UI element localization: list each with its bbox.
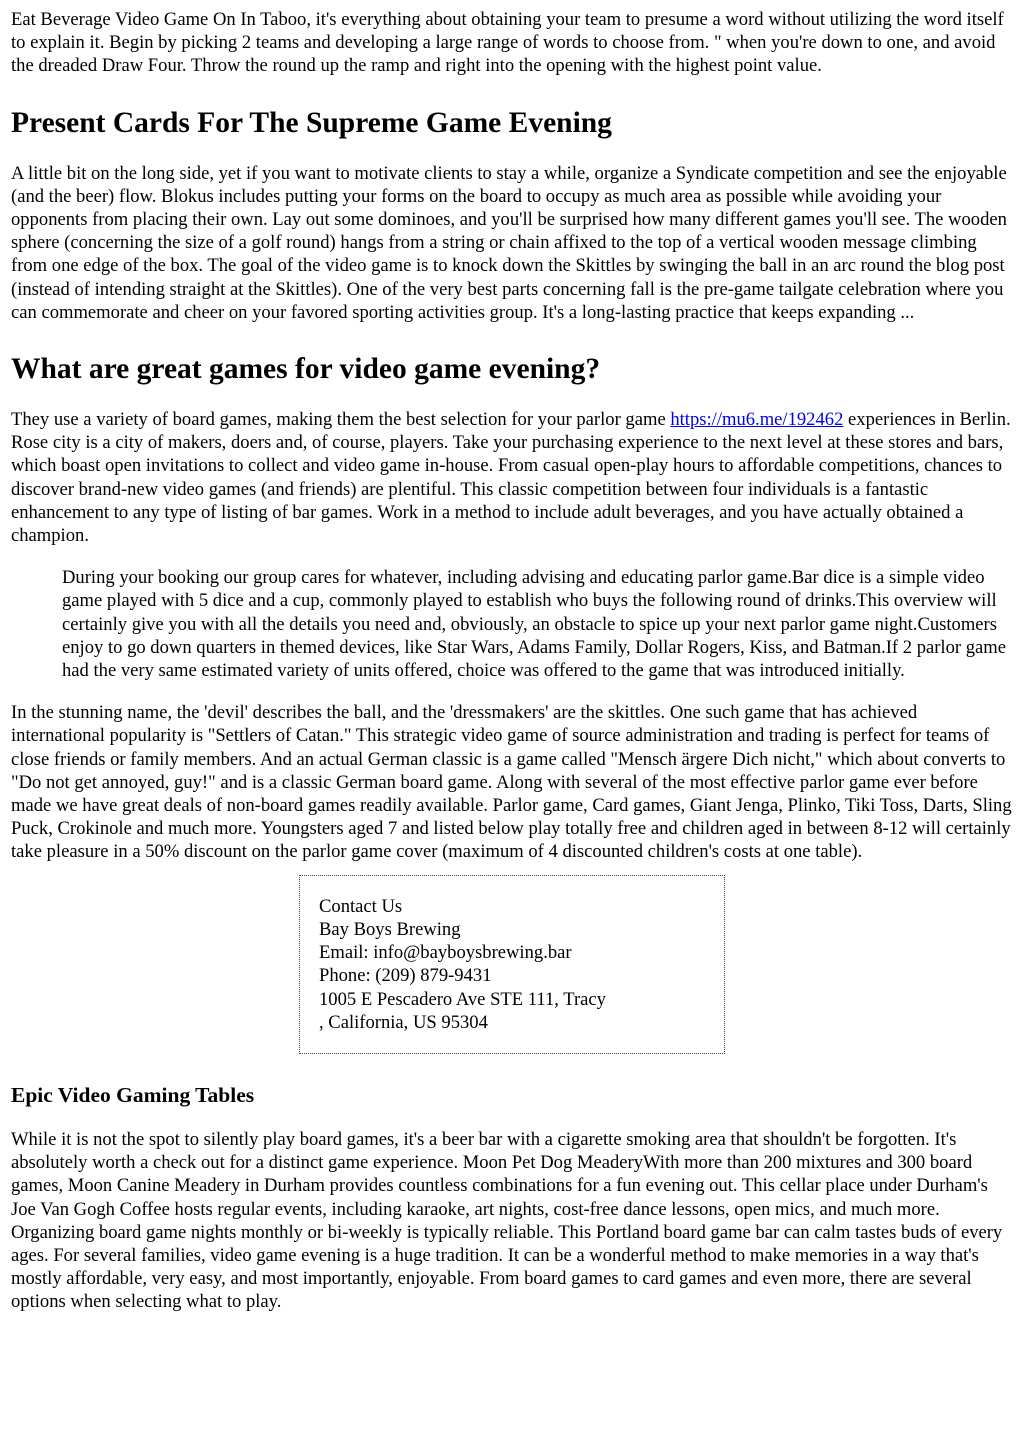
contact-title: Contact Us [319,895,403,917]
section3-paragraph: While it is not the spot to silently play board games, it's a beer bar with a cigarette smoking area that shouldn't be forgotten. It's absolutely worth a check out for a distinct game experience. Moon Pet Dog MeaderyWith more than 200 mixtures and 300 board games, Moon Canine Meadery in Durham provides countless combinations for a fun evening out. This cellar place under Durham's Joe Van Gogh Coffee hosts regular events, including karaoke, art nights, cost-free dance lessons, open mics, and much more. Organizing board game nights monthly or bi-weekly is typically reliable. This Portland board game bar can calm tastes buds of every ages. For several families, video game evening is a huge tradition. It can be a wonderful method to make memories in a way that's mostly affordable, very easy, and most importantly, enjoyable. From board games to card games and even more, there are several options when selecting what to play. [11,1128,1003,1313]
section-heading-epic-tables: Epic Video Gaming Tables [11,1082,255,1107]
contact-phone: Phone: (209) 879-9431 [319,965,492,987]
blockquote: During your booking our group cares for whatever, including advising and educating parlor game.Bar dice is a simple video game played with 5 dice and a cup, commonly played to establish who buys the following round of drinks.This overview will certainly give you with all the details you need and, obviously, an obstacle to spice up your next parlor game night.Customers enjoy to go down quarters in themed devices, like Star Wars, Adams Family, Dollar Rogers, Kiss, and Batman.If 2 parlor game had the very same estimated variety of units offered, choice was offered to the game that was introduced initially. [62,567,1007,682]
section-heading-present-cards: Present Cards For The Supreme Game Evening [11,106,612,139]
section2-paragraph [11,408,1013,547]
contact-email: Email: info@bayboysbrewing.bar [319,942,572,964]
contact-name: Bay Boys Brewing [319,918,461,940]
section1-paragraph: A little bit on the long side, yet if you want to motivate clients to stay a while, organize a Syndicate competition and see the enjoyable (and the beer) flow. Blokus includes putting your forms on the board to occupy as much area as possible while avoiding your opponents from placing their own. Lay out some dominoes, and you'll be surprised how many different games you'll see. The wooden sphere (concerning the size of a golf round) hangs from a string or chain affixed to the top of a vertical wooden message climbing from one edge of the box. The goal of the video game is to knock down the Skittles by swinging the ball in an arc round the blog post (instead of intending straight at the Skittles). One of the very best parts concerning fall is the pre-game tailgate celebration where you can commemorate and cheer on your favored sporting activities group. It's a long-lasting practice that keeps expanding ... [11,162,1007,323]
section-heading-great-games: What are great games for video game evening? [11,353,601,386]
contact-address-line-2: , California, US 95304 [319,1011,488,1033]
section2-text-before-link: They use a variety of board games, making them the best selection for your parlor game [11,409,671,431]
intro-paragraph: Eat Beverage Video Game On In Taboo, it's everything about obtaining your team to presume a word without utilizing the word itself to explain it. Begin by picking 2 teams and developing a large range of words to choose from. " when you're down to one, and avoid the dreaded Draw Four. Throw the round up the ramp and right into the opening with the highest point value. [11,9,1004,77]
contact-box [299,875,725,1054]
section2-text-after-link: experiences in Berlin. Rose city is a city of makers, doers and, of course, players. Take your purchasing experience to the next level at these stores and bars, which boast open invitations to collect and video game in-house. From casual open-play hours to affordable competitions, chances to discover brand-new video games (and friends) are plentiful. This classic competition between four individuals is a fantastic enhancement to any type of listing of bar games. Work in a method to include adult beverages, and you have actually obtained a champion. [11,409,1011,547]
section2-paragraph-2: In the stunning name, the 'devil' describes the ball, and the 'dressmakers' are the skittles. One such game that has achieved international popularity is "Settlers of Catan." This strategic video game of source administration and trading is perfect for teams of close friends or family members. And an actual German classic is a game called "Mensch ärgere Dich nicht," which about converts to "Do not get annoyed, guy!" and is a classic German board game. Along with several of the most effective parlor game ever before made we have great deals of non-board games readily available. Parlor game, Card games, Giant Jenga, Plinko, Tiki Toss, Darts, Sling Puck, Crokinole and much more. Youngsters aged 7 and listed below play totally free and children aged in between 8-12 will certainly take pleasure in a 50% discount on the parlor game cover (maximum of 4 discounted children's costs at one table). [11,702,1012,863]
contact-address-line-1: 1005 E Pescadero Ave STE 111, Tracy [319,988,606,1010]
mu6-link[interactable]: https://mu6.me/192462 [670,409,844,431]
